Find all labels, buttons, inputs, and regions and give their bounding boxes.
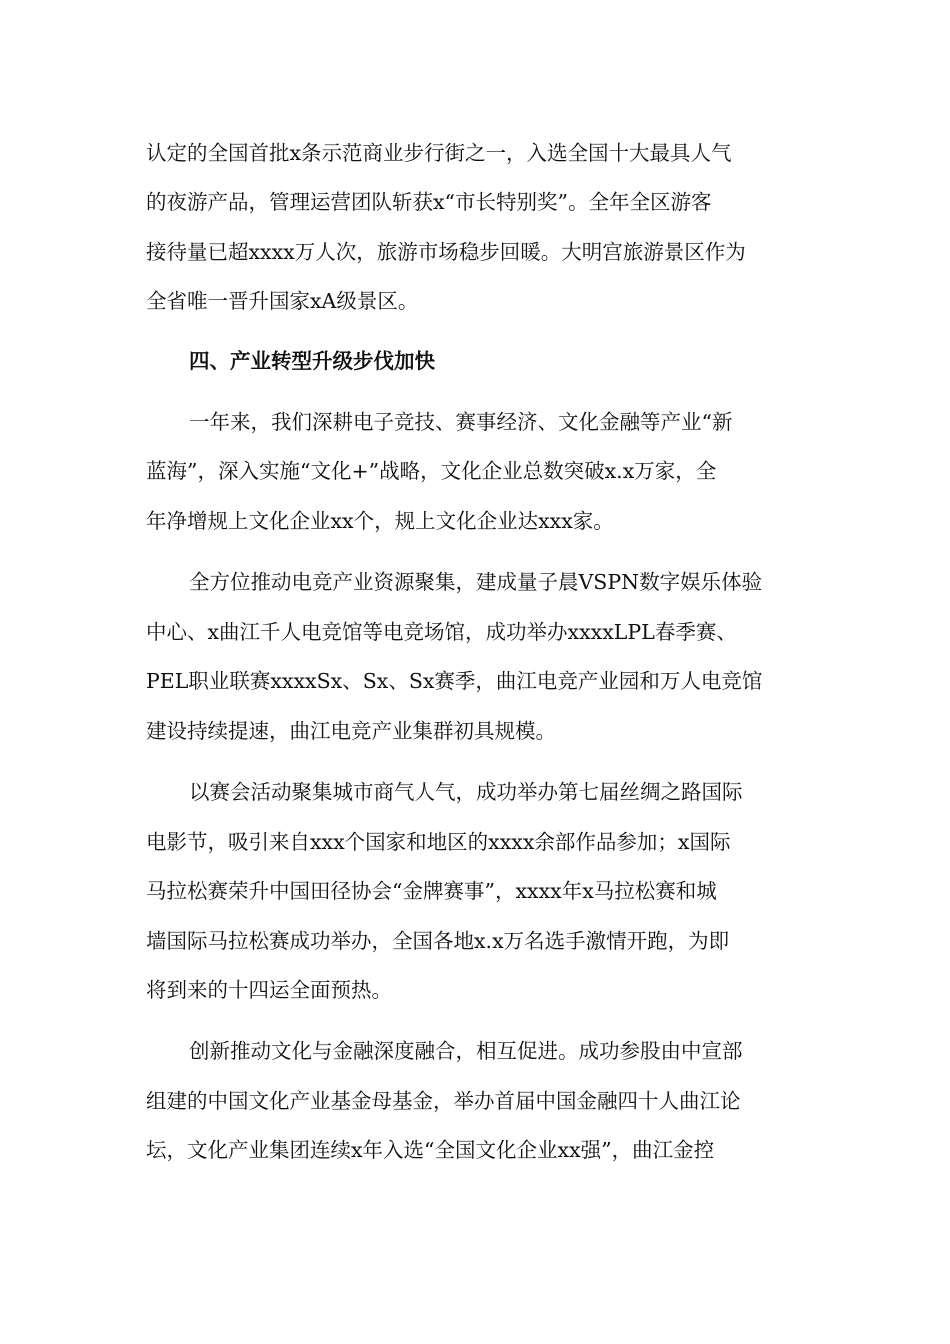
paragraph-line: 中心、x曲江千人电竞馆等电竞场馆，成功举办xxxxLPL春季赛、 [146,620,737,644]
paragraph-line: 蓝海”，深入实施“文化+”战略，文化企业总数突破x.x万家，全 [146,459,717,483]
paragraph-line: PEL职业联赛xxxxSx、Sx、Sx赛季，曲江电竞产业园和万人电竞馆 [146,669,763,693]
paragraph-line: 组建的中国文化产业基金母基金，举办首届中国金融四十人曲江论 [146,1089,741,1113]
paragraph-line: 电影节，吸引来自xxx个国家和地区的xxxx余部作品参加；x国际 [146,830,731,854]
paragraph-line: 创新推动文化与金融深度融合，相互促进。成功参股由中宣部 [189,1039,743,1063]
paragraph-line: 接待量已超xxxx万人次，旅游市场稳步回暖。大明宫旅游景区作为 [146,240,746,264]
paragraph-line: 认定的全国首批x条示范商业步行街之一，入选全国十大最具人气 [146,141,732,165]
paragraph-line: 年净增规上文化企业xx个，规上文化企业达xxx家。 [146,509,614,533]
section-heading: 四、产业转型升级步伐加快 [189,349,435,373]
paragraph-line: 的夜游产品，管理运营团队斩获x“市长特别奖”。全年全区游客 [146,190,712,214]
paragraph-line: 坛，文化产业集团连续x年入选“全国文化企业xx强”，曲江金控 [146,1138,715,1162]
paragraph-line: 建设持续提速，曲江电竞产业集群初具规模。 [146,719,556,743]
paragraph-line: 以赛会活动聚集城市商气人气，成功举办第七届丝绸之路国际 [189,780,743,804]
paragraph-line: 将到来的十四运全面预热。 [146,978,392,1002]
paragraph-line: 全省唯一晋升国家xA级景区。 [146,289,419,313]
paragraph-line: 墙国际马拉松赛成功举办，全国各地x.x万名选手激情开跑，为即 [146,929,730,953]
paragraph-line: 一年来，我们深耕电子竞技、赛事经济、文化金融等产业“新 [189,410,733,434]
paragraph-line: 马拉松赛荣升中国田径协会“金牌赛事”，xxxx年x马拉松赛和城 [146,879,717,903]
paragraph-line: 全方位推动电竞产业资源聚集，建成量子晨VSPN数字娱乐体验 [189,570,763,594]
